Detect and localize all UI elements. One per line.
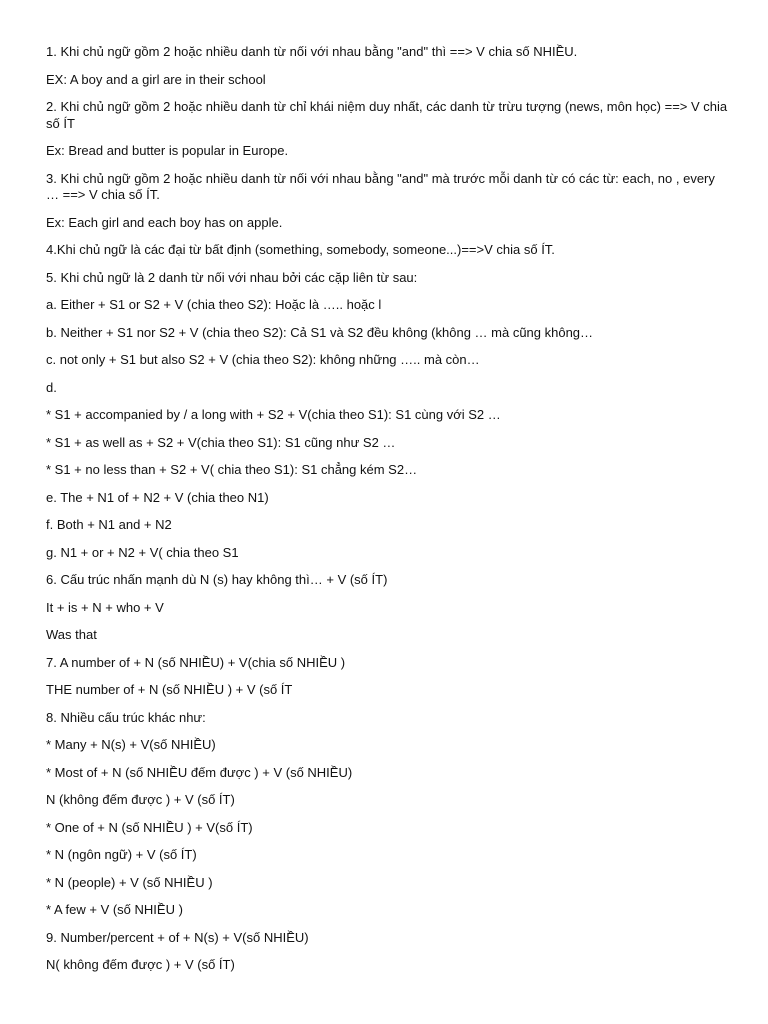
rule-8: 8. Nhiều cấu trúc khác như: bbox=[46, 709, 206, 725]
rule-8-item-3: * One of + N (số NHIỀU ) + V(số ÍT) bbox=[46, 819, 253, 835]
rule-8-item-6: * A few + V (số NHIỀU ) bbox=[46, 902, 183, 917]
rule-5: 5. Khi chủ ngữ là 2 danh từ nối với nhau bởi các cặp liên từ sau: bbox=[46, 269, 418, 285]
rule-3-example: Ex: Each girl and each boy has on apple. bbox=[46, 214, 283, 230]
rule-2-example: Ex: Bread and butter is popular in Europe. bbox=[46, 143, 289, 158]
rule-6-pattern: It + is + N + who + V bbox=[46, 599, 164, 615]
rule-5g: g. N1 + or + N2 + V( chia theo S1 bbox=[46, 544, 239, 560]
rule-1-example: EX: A boy and a girl are in their school bbox=[46, 71, 266, 87]
rule-5b: b. Neither + S1 nor S2 + V (chia theo S2): Cả S1 và S2 đều không (không … mà cũng không… bbox=[46, 324, 594, 340]
rule-7: 7. A number of + N (số NHIỀU) + V(chia số NHIỀU ) bbox=[46, 654, 346, 670]
rule-5d-item-3: * S1 + no less than + S2 + V( chia theo S1): S1 chẳng kém S2… bbox=[46, 462, 418, 477]
rule-5c: c. not only + S1 but also S2 + V (chia theo S2): không những ….. mà còn… bbox=[46, 352, 480, 367]
rule-4: 4.Khi chủ ngữ là các đại từ bất định (something, somebody, someone...)==>V chia số ÍT. bbox=[46, 242, 555, 257]
rule-8-item-2-alt: N (không đếm được ) + V (số ÍT) bbox=[46, 792, 235, 807]
rule-3: 3. Khi chủ ngữ gồm 2 hoặc nhiều danh từ nối với nhau bằng "and" mà trước mỗi danh từ có các từ: each, no , every … ==> V chia số ÍT. bbox=[46, 170, 715, 202]
rule-9-alt: N( không đếm được ) + V (số ÍT) bbox=[46, 957, 235, 972]
rule-2: 2. Khi chủ ngữ gồm 2 hoặc nhiều danh từ chỉ khái niệm duy nhất, các danh từ trừu tượng (news, môn học) ==> V chia số ÍT bbox=[46, 99, 728, 131]
rule-5d-item-2: * S1 + as well as + S2 + V(chia theo S1): S1 cũng như S2 … bbox=[46, 434, 396, 450]
rule-8-item-4: * N (ngôn ngữ) + V (số ÍT) bbox=[46, 847, 197, 862]
rule-9: 9. Number/percent + of + N(s) + V(số NHIỀU) bbox=[46, 929, 309, 945]
rule-5a: a. Either + S1 or S2 + V (chia theo S2): Hoặc là ….. hoặc l bbox=[46, 297, 382, 312]
rule-1: 1. Khi chủ ngữ gồm 2 hoặc nhiều danh từ nối với nhau bằng "and" thì ==> V chia số NHIỀU. bbox=[46, 44, 578, 59]
rule-5f: f. Both + N1 and + N2 bbox=[46, 517, 172, 532]
rule-7-alt: THE number of + N (số NHIỀU ) + V (số ÍT bbox=[46, 682, 293, 697]
rule-5d: d. bbox=[46, 379, 57, 395]
rule-8-item-2: * Most of + N (số NHIỀU đếm được ) + V (số NHIỀU) bbox=[46, 764, 353, 780]
rule-8-item-1: * Many + N(s) + V(số NHIỀU) bbox=[46, 737, 216, 752]
rule-6: 6. Cấu trúc nhấn mạnh dù N (s) hay không thì… + V (số ÍT) bbox=[46, 572, 388, 587]
rule-8-item-5: * N (people) + V (số NHIỀU ) bbox=[46, 874, 213, 890]
rule-5d-item-1: * S1 + accompanied by / a long with + S2 + V(chia theo S1): S1 cùng với S2 … bbox=[46, 407, 501, 422]
rule-6-pattern-alt: Was that bbox=[46, 627, 97, 642]
rule-5e: e. The + N1 of + N2 + V (chia theo N1) bbox=[46, 489, 269, 505]
